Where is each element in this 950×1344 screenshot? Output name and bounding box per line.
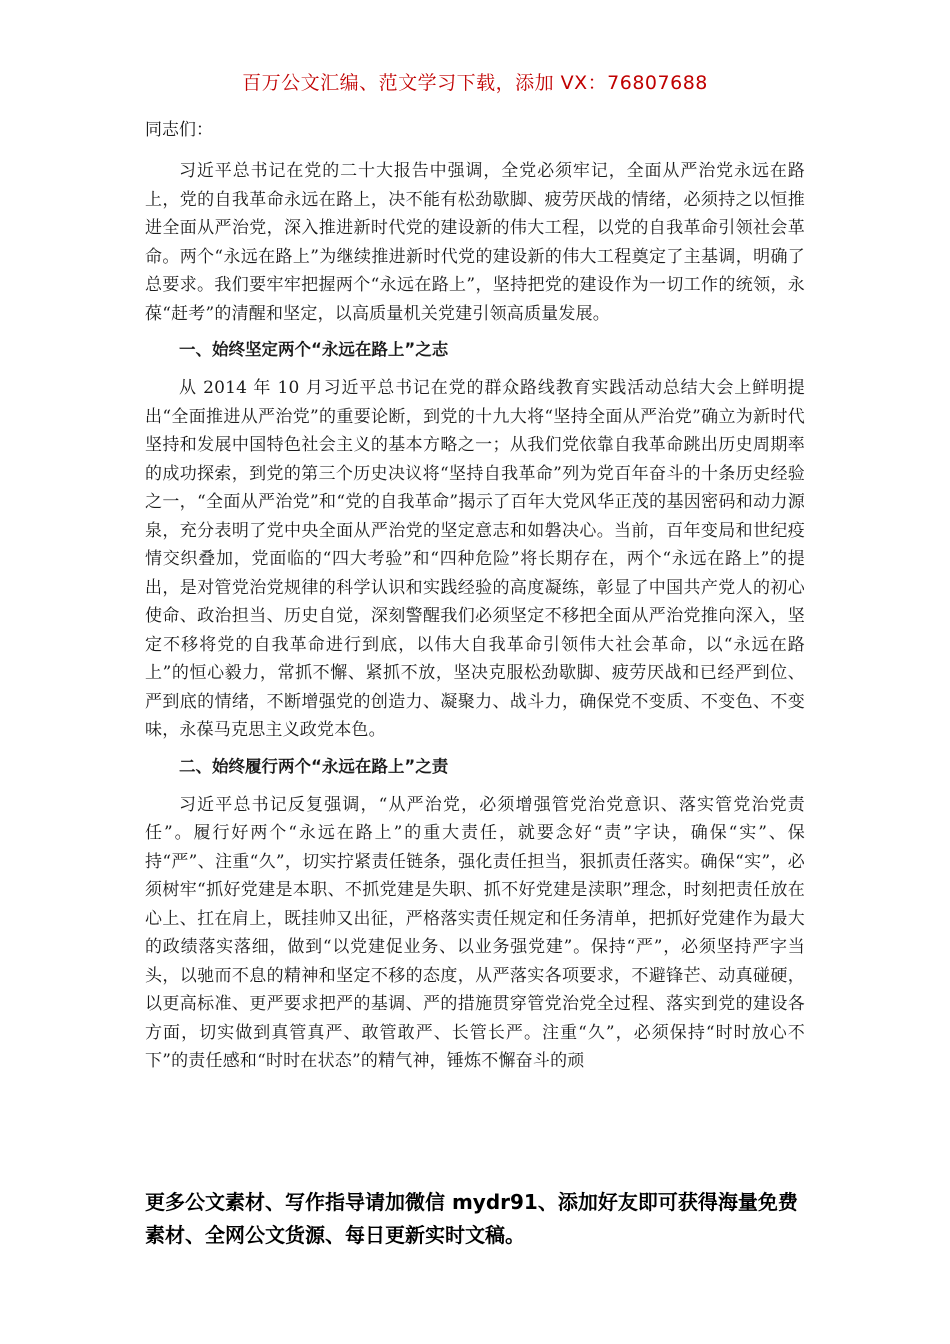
salutation: 同志们： — [145, 120, 213, 140]
footer-promo: 更多公文素材、写作指导请加微信 mydr91、添加好友即可获得海量免费素材、全网公文货源、每日更新实时文稿。 — [145, 1190, 798, 1247]
document-body — [145, 116, 805, 1084]
section-1-paragraph: 从 2014 年 10 月习近平总书记在党的群众路线教育实践活动总结大会上鲜明提出“全面推进从严治党”的重要论断，到党的十九大将“坚持全面从严治党”确立为新时代坚持和发展中国特色社会主义的基本方略之一；从我们党依靠自我革命跳出历史周期率的成功探索，到党的第三个历史决议将“坚持自我革命”列为党百年奋斗的十条历史经验之一，“全面从严治党”和“党的自我革命”揭示了百年大党风华正茂的基因密码和动力源泉，充分表明了党中央全面从严治党的坚定意志和如磐决心。当前，百年变局和世纪疫情交织叠加，党面临的“四大考验”和“四种危险”将长期存在，两个“永远在路上”的提出，是对管党治党规律的科学认识和实践经验的高度凝练，彰显了中国共产党人的初心使命、政治担当、历史自觉，深刻警醒我们必须坚定不移把全面从严治党推向深入，坚定不移将党的自我革命进行到底，以伟大自我革命引领伟大社会革命，以“永远在路上”的恒心毅力，常抓不懈、紧抓不放，坚决克服松劲歇脚、疲劳厌战和已经严到位、严到底的情绪，不断增强党的创造力、凝聚力、战斗力，确保党不变质、不变色、不变味，永葆马克思主义政党本色。 — [145, 378, 805, 740]
intro-paragraph: 习近平总书记在党的二十大报告中强调，全党必须牢记，全面从严治党永远在路上，党的自我革命永远在路上，决不能有松劲歇脚、疲劳厌战的情绪，必须持之以恒推进全面从严治党，深入推进新时代党的建设新的伟大工程，以党的自我革命引领社会革命。两个“永远在路上”为继续推进新时代党的建设新的伟大工程奠定了主基调，明确了总要求。我们要牢牢把握两个“永远在路上”，坚持把党的建设作为一切工作的统领，永葆“赶考”的清醒和坚定，以高质量机关党建引领高质量发展。 — [145, 161, 805, 324]
section-2-paragraph: 习近平总书记反复强调，“从严治党，必须增强管党治党意识、落实管党治党责任”。履行好两个“永远在路上”的重大责任，就要念好“责”字诀，确保“实”、保持“严”、注重“久”，切实拧紧责任链条，强化责任担当，狠抓责任落实。确保“实”，必须树牢“抓好党建是本职、不抓党建是失职、抓不好党建是渎职”理念，时刻把责任放在心上、扛在肩上，既挂帅又出征，严格落实责任规定和任务清单，把抓好党建作为最大的政绩落实落细，做到“以党建促业务、以业务强党建”。保持“严”，必须坚持严字当头，以驰而不息的精神和坚定不移的态度，从严落实各项要求，不避锋芒、动真碰硬，以更高标准、更严要求把严的基调、严的措施贯穿管党治党全过程、落实到党的建设各方面，切实做到真管真严、敢管敢严、长管长严。注重“久”，必须保持“时时放心不下”的责任感和“时时在状态”的精气神，锤炼不懈奋斗的顽 — [145, 794, 805, 1071]
header-banner: 百万公文汇编、范文学习下载，添加 VX：76807688 — [242, 72, 708, 94]
section-1-heading: 一、始终坚定两个“永远在路上”之志 — [179, 340, 449, 359]
section-2-heading: 二、始终履行两个“永远在路上”之责 — [179, 756, 449, 776]
